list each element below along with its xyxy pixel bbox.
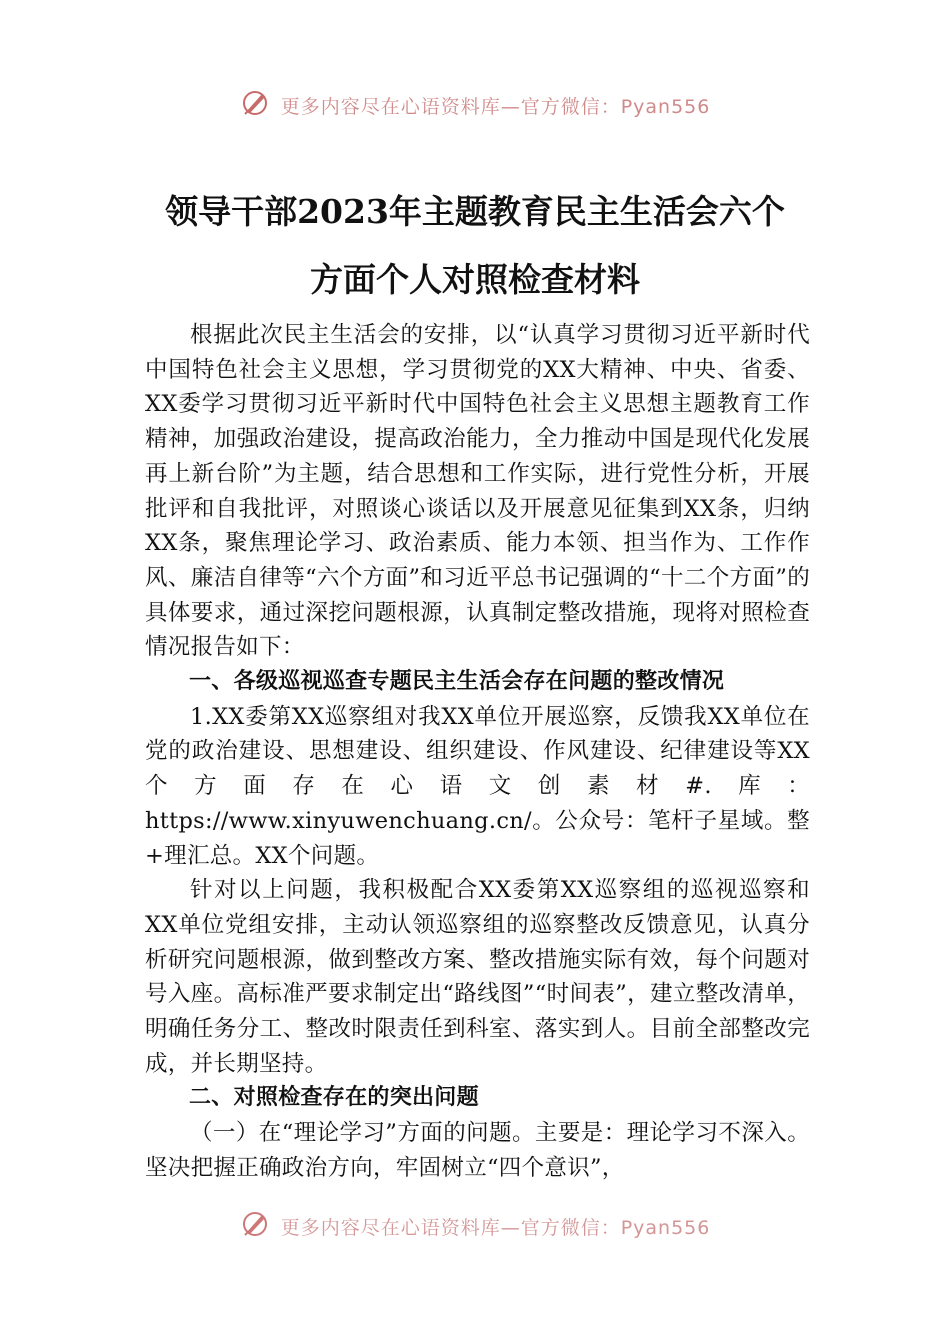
paragraph-intro: 根据此次民主生活会的安排，以“认真学习贯彻习近平新时代中国特色社会主义思想，学习贯彻党的XX大精神、中央、省委、XX委学习贯彻习近平新时代中国特色社会主义思想主题教育工作精神，加强政治建设，提高政治能力，全力推动中国是现代化发展再上新台阶”为主题，结合思想和工作实际，进行党性分析，开展批评和自我批评，对照谈心谈话以及开展意见征集到XX条，归纳XX条，聚焦理论学习、政治素质、能力本领、担当作为、工作作风、廉洁自律等“六个方面”和习近平总书记强调的“十二个方面”的具体要求，通过深挖问题根源，认真制定整改措施，现将对照检查情况报告如下： (145, 322, 810, 661)
title-line-2: 方面个人对照检查材料 (310, 260, 640, 299)
section-heading-1: 一、各级巡视巡查专题民主生活会存在问题的整改情况 (189, 669, 725, 695)
watermark-text: 更多内容尽在心语资料库—官方微信：Pyan556 (280, 96, 711, 118)
document-body (145, 318, 810, 1186)
brush-logo-icon (240, 1209, 270, 1244)
watermark-header (0, 88, 950, 123)
paragraph-inspection: 1.XX委第XX巡察组对我XX单位开展巡察，反馈我XX单位在党的政治建设、思想建设、组织建设、作风建设、纪律建设等XX个方面存在心语文创素材#.库：https://www.xinyuwenchuang.cn/。公众号：笔杆子星域。整+理汇总。XX个问题。 (145, 703, 810, 869)
brush-logo-icon (240, 88, 270, 123)
document-title (100, 178, 850, 314)
watermark-footer (0, 1209, 950, 1244)
paragraph-theory-study: （一）在“理论学习”方面的问题。主要是：理论学习不深入。坚决把握正确政治方向，牢固树立“四个意识”， (145, 1120, 810, 1181)
title-line-1: 领导干部2023年主题教育民主生活会六个 (165, 192, 785, 231)
paragraph-rectification: 针对以上问题，我积极配合XX委第XX巡察组的巡视巡察和XX单位党组安排，主动认领巡察组的巡察整改反馈意见，认真分析研究问题根源，做到整改方案、整改措施实际有效，每个问题对号入座。高标准严要求制定出“路线图”“时间表”，建立整改清单，明确任务分工、整改时限责任到科室、落实到人。目前全部整改完成，并长期坚持。 (145, 877, 810, 1077)
watermark-text-footer: 更多内容尽在心语资料库—官方微信：Pyan556 (280, 1217, 711, 1239)
section-heading-2: 二、对照检查存在的突出问题 (189, 1085, 479, 1111)
